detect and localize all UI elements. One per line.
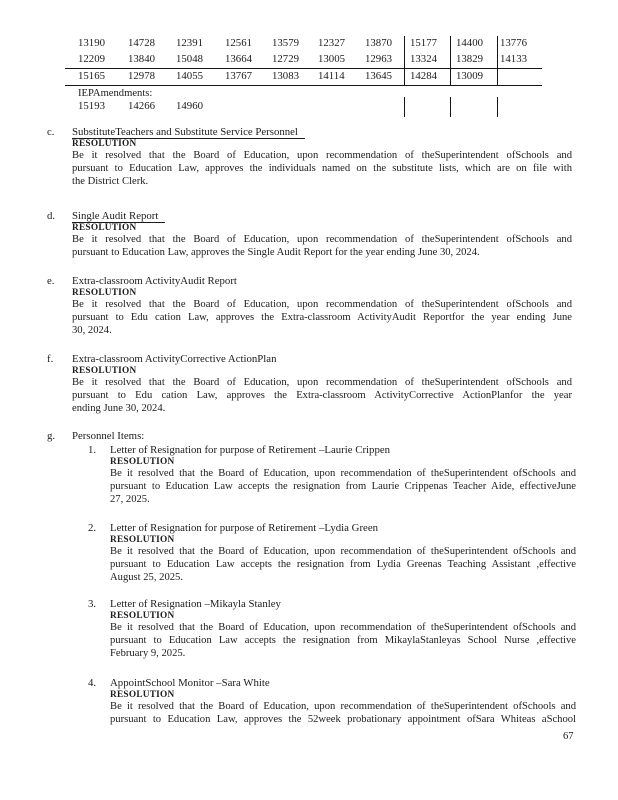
table-rule-vertical: [497, 97, 498, 117]
table-cell: 15165: [78, 70, 105, 82]
table-rule-vertical: [404, 36, 405, 85]
section-title-text: Single Audit Report: [72, 210, 165, 223]
table-cell: 12209: [78, 53, 105, 65]
table-rule-vertical: [450, 36, 451, 85]
resolution-heading: RESOLUTION: [110, 457, 175, 467]
table-cell: 13324: [410, 53, 437, 65]
table-rule-vertical: [450, 97, 451, 117]
table-cell: 15048: [176, 53, 203, 65]
resolution-heading: RESOLUTION: [110, 611, 175, 621]
resolution-body: [110, 701, 576, 727]
section-letter: c.: [47, 126, 55, 138]
table-cell: 13829: [456, 53, 483, 65]
item-number: 4.: [88, 677, 97, 689]
section-title-text: SubstituteTeachers and Substitute Service Personnel: [72, 126, 305, 139]
table-cell: 13664: [225, 53, 252, 65]
section-single-audit-report: [47, 210, 572, 260]
table-cell: 12978: [128, 70, 155, 82]
body-line: Be it resolved that the Board of Education, upon recommendation of theSuperintendent ofSchools and: [110, 701, 576, 712]
table-cell: 13005: [318, 53, 345, 65]
table-cell: 13190: [78, 37, 105, 49]
personnel-item-resignation-crippen: [88, 444, 576, 507]
table-row: [66, 100, 556, 114]
body-line: pursuant to Education Law, approves the individuals named on the substitute lists, which are on file with: [72, 162, 572, 174]
resolution-body: [72, 150, 572, 189]
item-number: 1.: [88, 444, 97, 456]
table-cell: 14114: [318, 70, 345, 82]
resolution-body: [72, 234, 572, 260]
body-line: pursuant to Edu cation Law, approves the Extra-classroom ActivityAudit Reportfor the year ending June: [72, 311, 572, 323]
table-cell: 14400: [456, 37, 483, 49]
body-line: Be it resolved that the Board of Education, upon recommendation of theSuperintendent ofSchools and: [110, 546, 576, 557]
section-substitute-teachers: [47, 126, 572, 189]
table-cell: 12729: [272, 53, 299, 65]
resolution-heading: RESOLUTION: [72, 139, 137, 149]
item-title: Letter of Resignation for purpose of Retirement –Lydia Green: [110, 522, 379, 534]
resolution-body: [72, 299, 572, 338]
table-cell: 14728: [128, 37, 155, 49]
table-cell: 15177: [410, 37, 437, 49]
personnel-item-resignation-stanley: [88, 598, 576, 661]
table-cell: 13645: [365, 70, 392, 82]
section-letter: e.: [47, 275, 55, 287]
resolution-heading: RESOLUTION: [72, 366, 137, 376]
body-line: Be it resolved that the Board of Education, upon recommendation of theSuperintendent ofSchools and: [72, 234, 572, 245]
body-line: Be it resolved that the Board of Education, upon recommendation of theSuperintendent ofSchools and: [72, 299, 572, 310]
table-row: [66, 53, 556, 67]
page-number: 67: [563, 731, 574, 742]
body-line: Be it resolved that the Board of Education, upon recommendation of theSuperintendent ofSchools and: [72, 377, 572, 388]
body-line: Be it resolved that the Board of Education, upon recommendation of theSuperintendent ofSchools and: [110, 622, 576, 633]
body-line: August 25, 2025.: [110, 571, 183, 583]
body-line: February 9, 2025.: [110, 647, 186, 659]
table-cell: 12327: [318, 37, 345, 49]
resolution-body: [110, 468, 576, 507]
table-cell: 14133: [500, 53, 527, 65]
table-cell: 13840: [128, 53, 155, 65]
iep-amendments-label: IEPAmendments:: [78, 88, 153, 99]
table-rule-horizontal: [65, 68, 542, 69]
table-cell: 14284: [410, 70, 437, 82]
table-cell: 14960: [176, 100, 203, 112]
table-cell: 13870: [365, 37, 392, 49]
item-title: AppointSchool Monitor –Sara White: [110, 677, 270, 689]
resolution-heading: RESOLUTION: [72, 223, 137, 233]
section-title: Personnel Items:: [72, 430, 145, 442]
personnel-item-appoint-white: [88, 677, 576, 727]
personnel-item-resignation-green: [88, 522, 576, 585]
section-title: Extra-classroom ActivityCorrective ActionPlan: [72, 353, 277, 365]
table-row: [66, 70, 556, 84]
section-activity-audit-report: [47, 275, 572, 338]
resolution-heading: RESOLUTION: [72, 288, 137, 298]
body-line: ending June 30, 2024.: [72, 402, 166, 414]
body-line: pursuant to Education Law accepts the resignation from Lydia Greenas Teaching Assistant ,effective: [110, 558, 576, 570]
section-corrective-action-plan: [47, 353, 572, 416]
resolution-body: [110, 546, 576, 585]
table-rule-vertical: [497, 36, 498, 85]
section-letter: g.: [47, 430, 56, 442]
section-title: [72, 126, 572, 139]
resolution-heading: RESOLUTION: [110, 535, 175, 545]
section-letter: f.: [47, 353, 54, 365]
body-line: 30, 2024.: [72, 324, 112, 336]
body-line: the District Clerk.: [72, 175, 149, 187]
body-line: pursuant to Education Law, approves the Single Audit Report for the year ending June 30, 2024.: [72, 246, 480, 258]
table-cell: 12391: [176, 37, 203, 49]
table-cell: 12561: [225, 37, 252, 49]
table-cell: 15193: [78, 100, 105, 112]
table-cell: 13767: [225, 70, 252, 82]
item-number: 2.: [88, 522, 97, 534]
resolution-heading: RESOLUTION: [110, 690, 175, 700]
resolution-body: [110, 622, 576, 661]
table-cell: 12963: [365, 53, 392, 65]
section-letter: d.: [47, 210, 56, 222]
table-cell: 13579: [272, 37, 299, 49]
table-row: [66, 37, 556, 51]
item-number: 3.: [88, 598, 97, 610]
table-cell: 13009: [456, 70, 483, 82]
body-line: Be it resolved that the Board of Education, upon recommendation of theSuperintendent ofSchools and: [72, 150, 572, 161]
body-line: pursuant to Edu cation Law, approves the Extra-classroom ActivityCorrective ActionPlanfor the year: [72, 389, 572, 401]
table-cell: 13776: [500, 37, 527, 49]
table-cell: 13083: [272, 70, 299, 82]
item-title: Letter of Resignation for purpose of Retirement –Laurie Crippen: [110, 444, 391, 456]
table-rule-vertical: [404, 97, 405, 117]
body-line: pursuant to Education Law accepts the resignation from Laurie Crippenas Teacher Aide, effectiveJune: [110, 480, 576, 492]
resolution-body: [72, 377, 572, 416]
body-line: 27, 2025.: [110, 493, 150, 505]
table-cell: 14055: [176, 70, 203, 82]
section-title: Extra-classroom ActivityAudit Report: [72, 275, 237, 287]
body-line: pursuant to Education Law, approves the 52week probationary appointment ofSara Whiteas aSchool: [110, 713, 576, 725]
body-line: Be it resolved that the Board of Education, upon recommendation of theSuperintendent ofSchools and: [110, 468, 576, 479]
section-title: [72, 210, 572, 223]
item-title: Letter of Resignation –Mikayla Stanley: [110, 598, 281, 610]
body-line: pursuant to Education Law accepts the resignation from MikaylaStanleyas School Nurse ,effective: [110, 634, 576, 646]
section-personnel-items: [47, 430, 572, 443]
table-cell: 14266: [128, 100, 155, 112]
